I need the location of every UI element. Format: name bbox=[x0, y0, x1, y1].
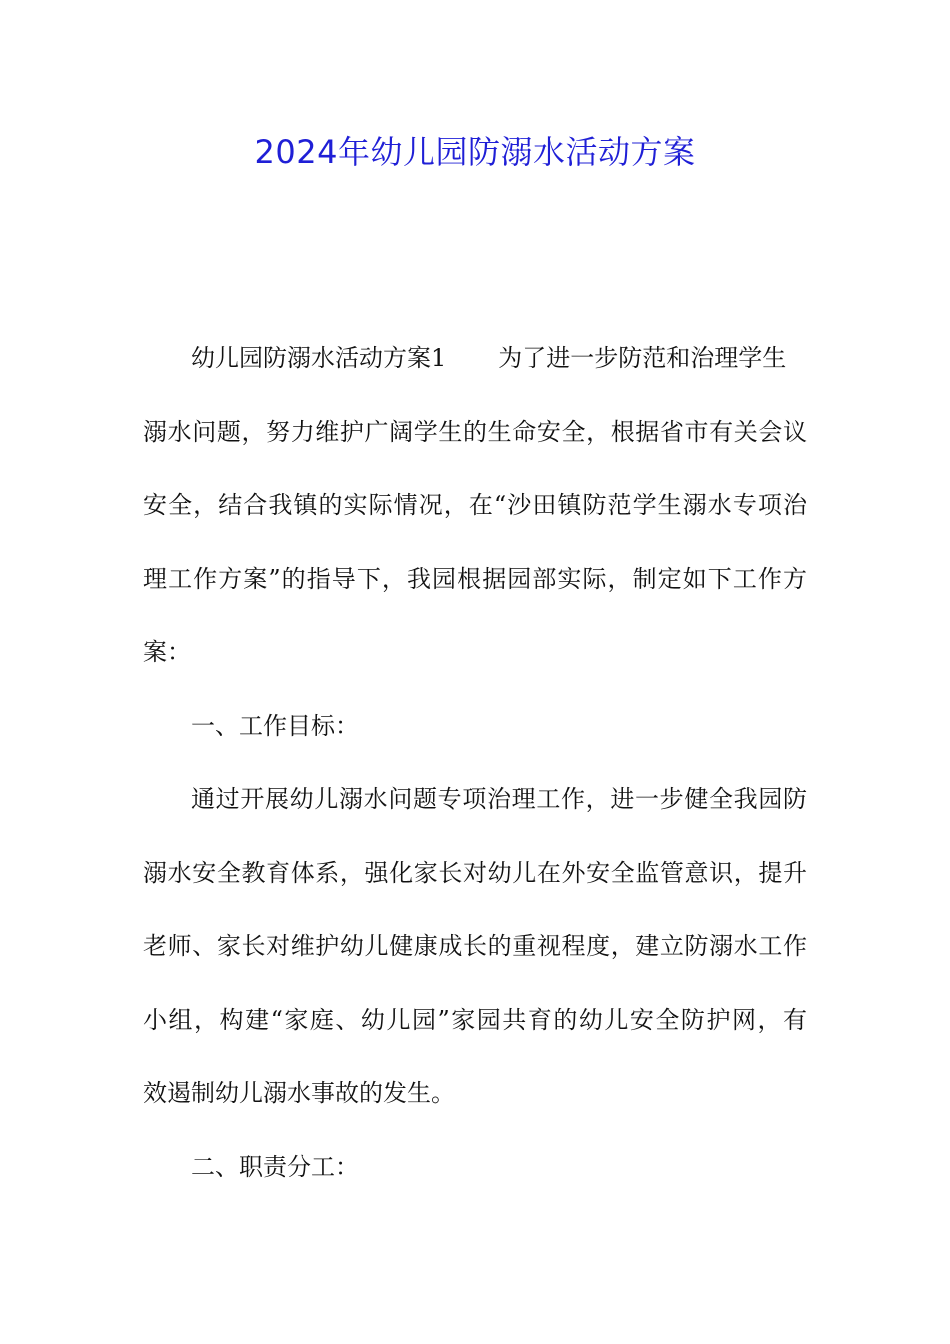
document-title: 2024年幼儿园防溺水活动方案 bbox=[254, 133, 696, 171]
paragraph-1-line-1 bbox=[143, 322, 807, 396]
paragraph-2-line-4: 小组，构建“家庭、幼儿园”家园共育的幼儿安全防护网，有 bbox=[143, 1005, 807, 1034]
paragraph-1-line-5: 案： bbox=[143, 638, 191, 666]
paragraph-2-line-1: 通过开展幼儿溺水问题专项治理工作，进一步健全我园防 bbox=[191, 785, 807, 813]
paragraph-1-line-3: 安全，结合我镇的实际情况，在“沙田镇防范学生溺水专项治 bbox=[143, 491, 807, 519]
intro-heading: 幼儿园防溺水活动方案1 bbox=[191, 344, 447, 372]
paragraph-2-line-5: 效遏制幼儿溺水事故的发生。 bbox=[143, 1079, 455, 1107]
paragraph-1-line-4: 理工作方案”的指导下，我园根据园部实际，制定如下工作方 bbox=[143, 564, 807, 593]
section-2-heading: 二、职责分工： bbox=[191, 1152, 359, 1181]
paragraph-2-line-2: 溺水安全教育体系，强化家长对幼儿在外安全监管意识，提升 bbox=[143, 858, 807, 887]
document-body bbox=[143, 322, 807, 1204]
paragraph-2-line-3: 老师、家长对维护幼儿健康成长的重视程度，建立防溺水工作 bbox=[143, 932, 807, 960]
paragraph-1-line-2: 溺水问题，努力维护广阔学生的生命安全，根据省市有关会议 bbox=[143, 417, 807, 446]
paragraph-1-text-start: 为了进一步防范和治理学生 bbox=[498, 344, 787, 372]
section-1-heading: 一、工作目标： bbox=[191, 711, 359, 740]
